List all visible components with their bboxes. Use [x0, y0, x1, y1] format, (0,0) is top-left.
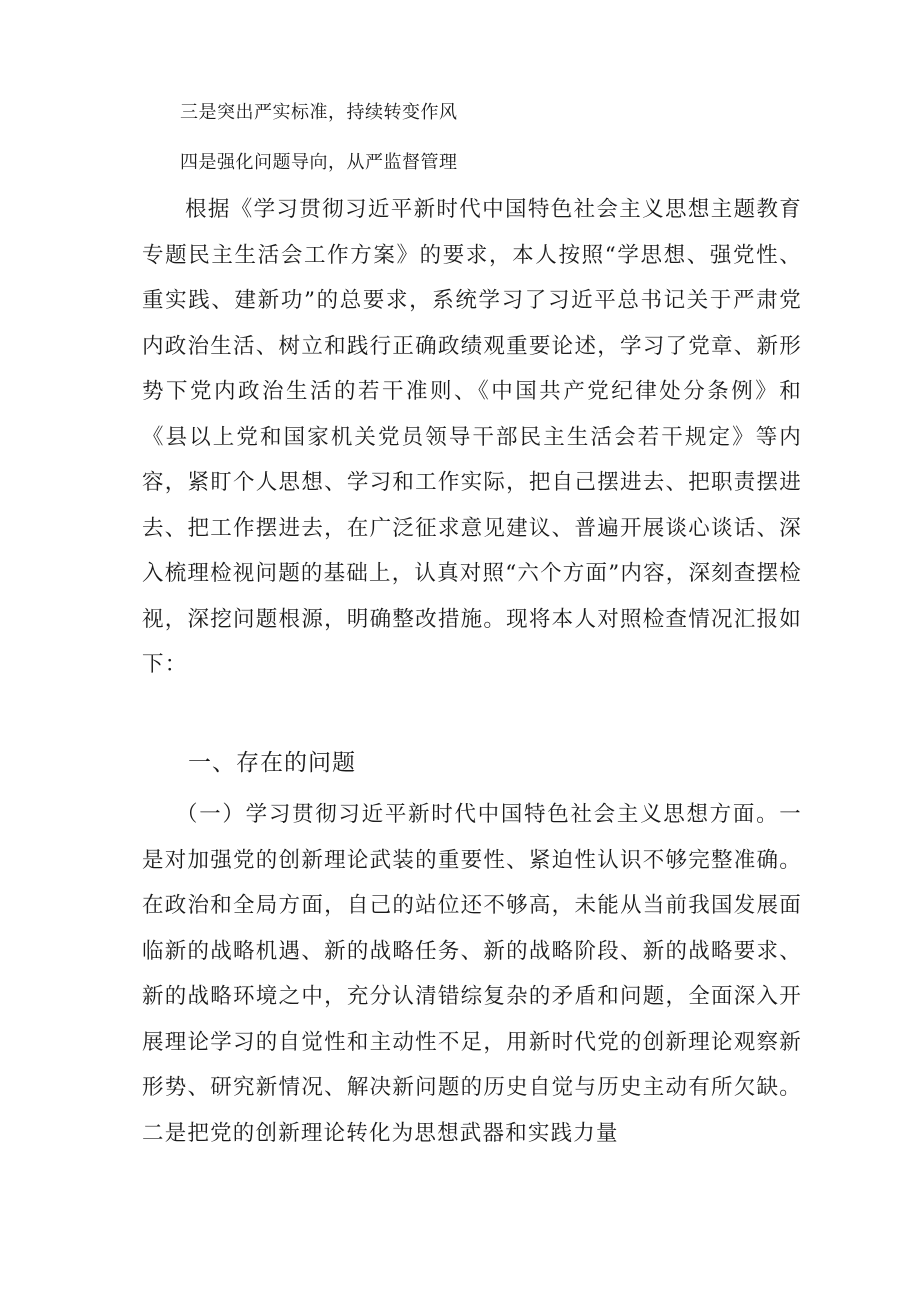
outline-item-4: 四是强化问题导向，从严监督管理: [180, 152, 458, 173]
section-heading-problems: 一、存在的问题: [188, 750, 356, 776]
intro-paragraph: 根据《学习贯彻习近平新时代中国特色社会主义思想主题教育专题民主生活会工作方案》的要求，本人按照“学思想、强党性、重实践、建新功”的总要求，系统学习了习近平总书记关于严肃党内政治生活、树立和践行正确政绩观重要论述，学习了党章、新形势下党内政治生活的若干准则、《中国共产党纪律处分条例》和《县以上党和国家机关党员领导干部民主生活会若干规定》等内容，紧盯个人思想、学习和工作实际，把自己摆进去、把职责摆进去、把工作摆进去，在广泛征求意见建议、普遍开展谈心谈话、深入梳理检视问题的基础上，认真对照“六个方面”内容，深刻查摆检视，深挖问题根源，明确整改措施。现将本人对照检查情况汇报如下：: [142, 197, 802, 677]
outline-item-3: 三是突出严实标准，持续转变作风: [180, 102, 458, 123]
section-paragraph-1: （一）学习贯彻习近平新时代中国特色社会主义思想方面。一是对加强党的创新理论武装的重要性、紧迫性认识不够完整准确。在政治和全局方面，自己的站位还不够高，未能从当前我国发展面临新的战略机遇、新的战略任务、新的战略阶段、新的战略要求、新的战略环境之中，充分认清错综复杂的矛盾和问题，全面深入开展理论学习的自觉性和主动性不足，用新时代党的创新理论观察新形势、研究新情况、解决新问题的历史自觉与历史主动有所欠缺。二是把党的创新理论转化为思想武器和实践力量: [142, 802, 802, 1146]
